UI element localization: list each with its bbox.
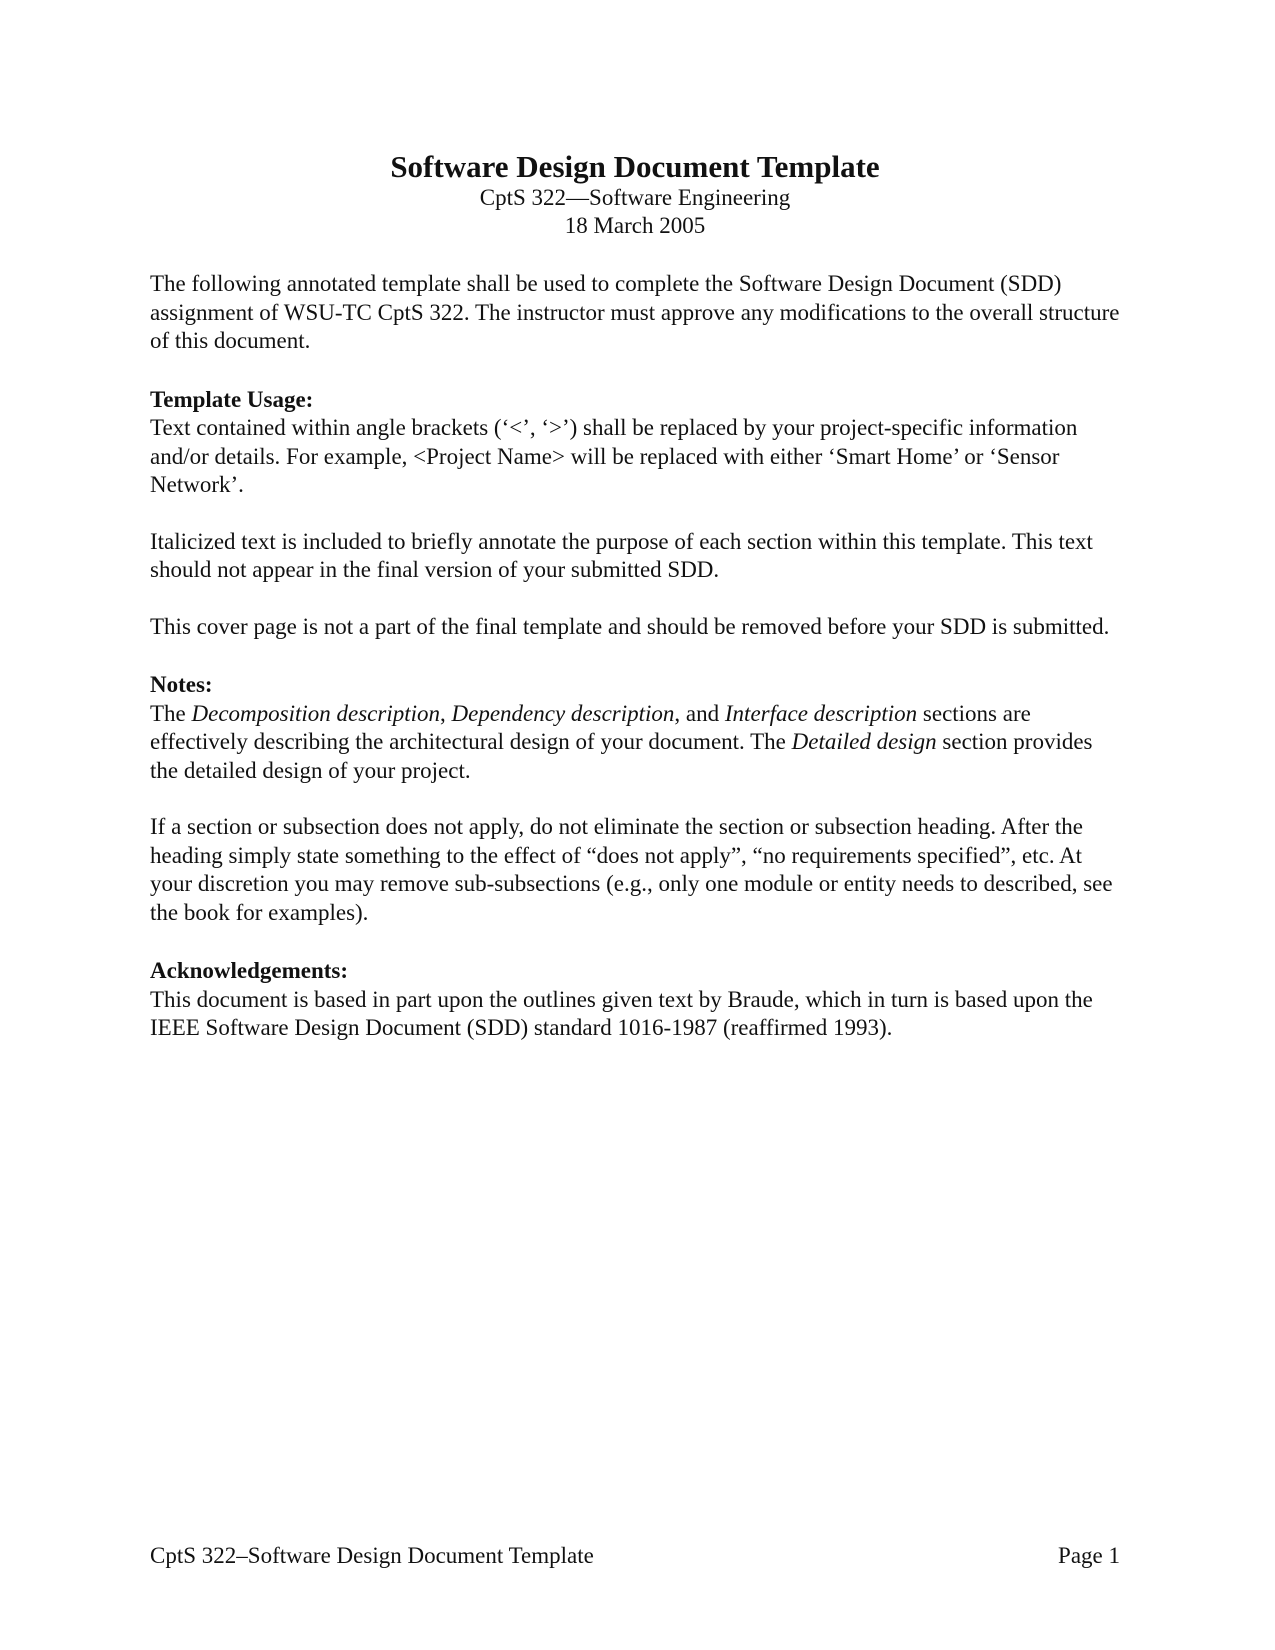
footer-page-number: Page 1 xyxy=(1058,1543,1120,1568)
notes-text-mid: sections are effectively describing the architectural design of your document. The xyxy=(150,700,1031,754)
dependency-description-term: Dependency description xyxy=(451,700,675,726)
template-usage-paragraph-1: Text contained within angle brackets (‘<’, ‘>’) shall be replaced by your project-specific information and/or details. For example, <Project Name> will be replaced with either ‘Smart Home’ or ‘Sensor Network’. xyxy=(150,415,1078,497)
template-usage-paragraph-3: This cover page is not a part of the final template and should be removed before your SDD is submitted. xyxy=(150,613,1110,639)
template-usage-heading: Template Usage: xyxy=(150,386,314,412)
acknowledgements-heading: Acknowledgements: xyxy=(150,958,349,983)
notes-text-the: The xyxy=(150,700,186,726)
notes-heading: Notes: xyxy=(150,672,213,697)
notes-and: , and xyxy=(674,700,720,726)
document-title: Software Design Document Template xyxy=(390,149,880,184)
template-usage-paragraph-2: Italicized text is included to briefly annotate the purpose of each section within this template. This text should not appear in the final version of your submitted SDD. xyxy=(150,528,1093,582)
document-subtitle: CptS 322—Software Engineering xyxy=(479,185,791,210)
document-date: 18 March 2005 xyxy=(564,213,706,238)
decomposition-description-term: Decomposition description xyxy=(191,700,441,726)
notes-paragraph-1 xyxy=(150,700,1120,786)
footer-document-name: CptS 322–Software Design Document Template xyxy=(150,1543,594,1568)
notes-comma: , xyxy=(440,700,446,726)
page-content xyxy=(150,150,1120,1043)
detailed-design-term: Detailed design xyxy=(791,729,937,754)
acknowledgements-paragraph: This document is based in part upon the outlines given text by Braude, which in turn is based upon the IEEE Software Design Document (SDD) standard 1016-1987 (reaffirmed 1993). xyxy=(150,986,1093,1040)
notes-paragraph-2: If a section or subsection does not apply, do not eliminate the section or subsection heading. After the heading simply state something to the effect of “does not apply”, “no requirements specified”, etc. At your discretion you may remove sub-subsections (e.g., only one module or entity needs to described, see the book for examples). xyxy=(150,814,1113,925)
interface-description-term: Interface description xyxy=(724,700,918,726)
notes-text-end: section provides the detailed design of your project. xyxy=(150,729,1093,783)
intro-paragraph: The following annotated template shall be used to complete the Software Design Document (SDD) assignment of WSU-TC CptS 322. The instructor must approve any modifications to the overall structure of this document. xyxy=(150,271,1120,353)
